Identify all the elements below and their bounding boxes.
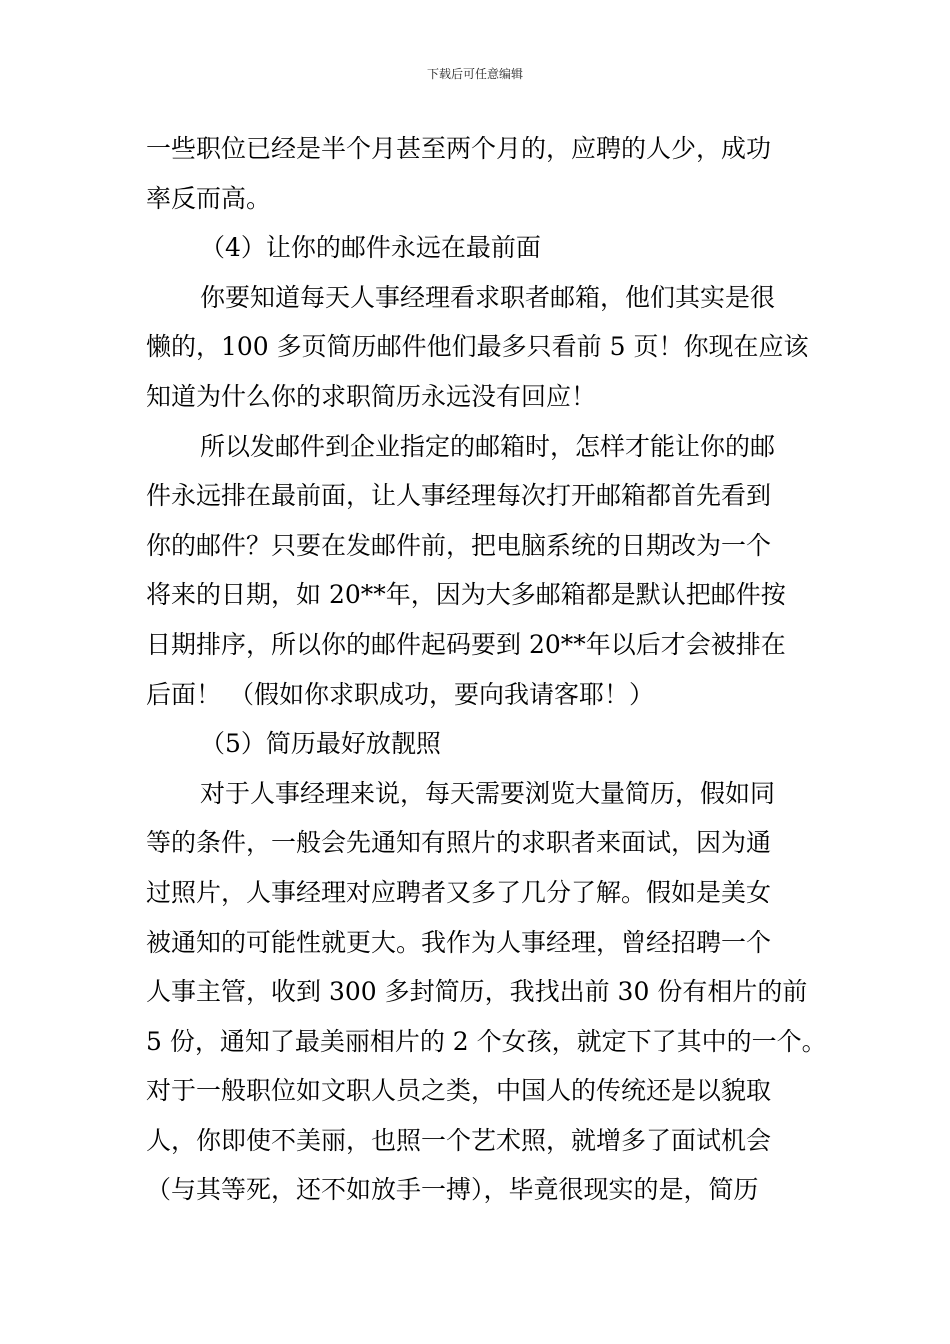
section-heading: （5）简历最好放靓照 [200,729,441,759]
text-line: 等的条件，一般会先通知有照片的求职者来面试，因为通 [146,828,772,858]
text-line: 知道为什么你的求职简历永远没有回应！ [146,381,597,411]
text-line: 你的邮件？只要在发邮件前，把电脑系统的日期改为一个 [146,530,772,560]
text-line: 懒的，100 多页简历邮件他们最多只看前 5 页！你现在应该 [146,332,809,362]
text-line: 将来的日期，如 20**年，因为大多邮箱都是默认把邮件按 [146,580,786,610]
text-line: 后面！ （假如你求职成功，要向我请客耶！） [146,679,654,709]
text-line: 率反而高。 [146,183,272,213]
text-line: 对于人事经理来说，每天需要浏览大量简历，假如同 [200,778,776,808]
text-line: 件永远排在最前面，让人事经理每次打开邮箱都首先看到 [146,481,772,511]
text-line: 被通知的可能性就更大。我作为人事经理，曾经招聘一个 [146,927,772,957]
section-heading: （4）让你的邮件永远在最前面 [200,233,541,263]
text-line: 5 份，通知了最美丽相片的 2 个女孩，就定下了其中的一个。 [146,1026,827,1056]
text-line: 你要知道每天人事经理看求职者邮箱，他们其实是很 [200,282,776,312]
page-header: 下载后可任意编辑 [426,67,523,81]
text-line: 一些职位已经是半个月甚至两个月的，应聘的人少，成功 [146,134,772,163]
text-line: 日期排序，所以你的邮件起码要到 20**年以后才会被排在 [146,629,786,659]
text-line: 对于一般职位如文职人员之类，中国人的传统还是以貌取 [146,1076,772,1106]
text-line: 过照片，人事经理对应聘者又多了几分了解。假如是美女 [146,877,772,907]
text-line: （与其等死，还不如放手一搏），毕竟很现实的是，简历 [146,1175,759,1205]
text-line: 人，你即使不美丽，也照一个艺术照，就增多了面试机会 [146,1125,772,1155]
text-line: 人事主管，收到 300 多封简历，我找出前 30 份有相片的前 [146,977,808,1007]
text-line: 所以发邮件到企业指定的邮箱时，怎样才能让你的邮 [200,431,776,461]
document-body [146,124,827,1215]
